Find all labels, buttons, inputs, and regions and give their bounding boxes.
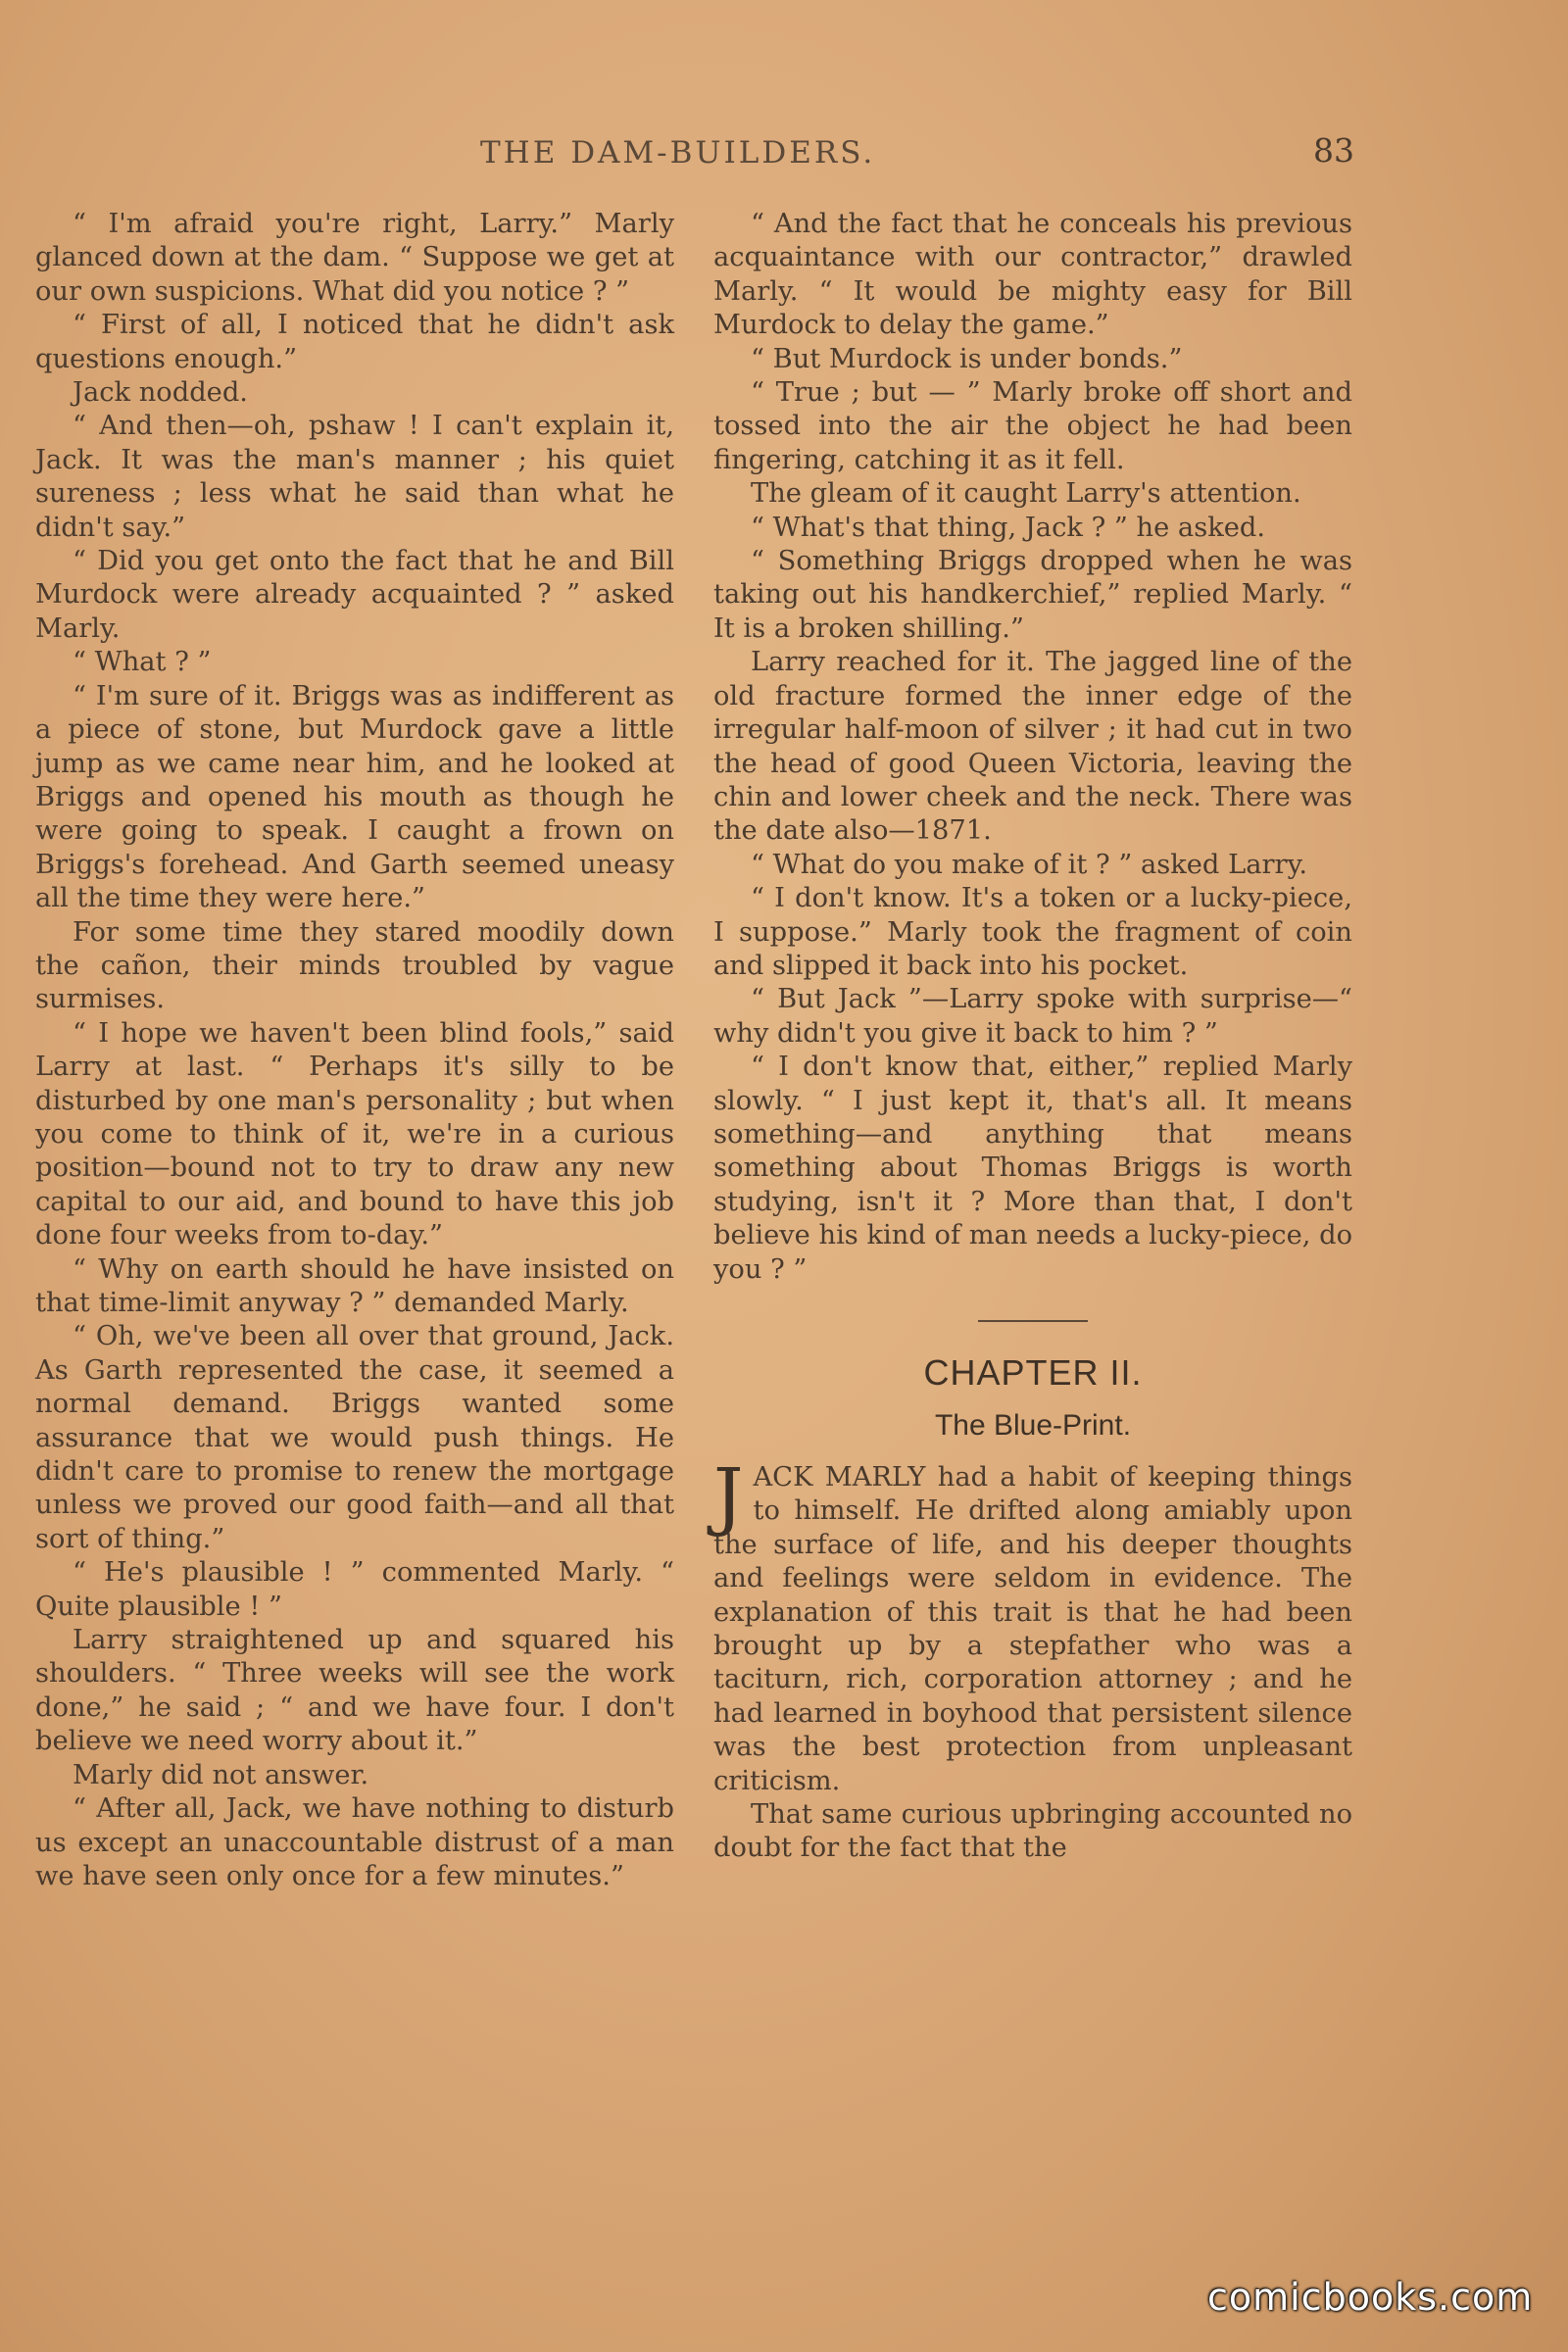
paragraph: “ Something Briggs dropped when he was taking out his handkerchief,” replied Marly. “ It is a broken shilling.” bbox=[713, 546, 1352, 644]
paragraph: “ What do you make of it ? ” asked Larry. bbox=[751, 849, 1308, 880]
paragraph: The gleam of it caught Larry's attention. bbox=[751, 478, 1301, 510]
section-divider bbox=[978, 1320, 1088, 1322]
chapter-title: The Blue-Print. bbox=[934, 1409, 1132, 1442]
paragraph: “ But Jack ”—Larry spoke with surprise—“ why didn't you give it back to him ? ” bbox=[713, 984, 1352, 1049]
paragraph: That same curious upbringing accounted no doubt for the fact that the bbox=[713, 1799, 1352, 1864]
chapter-number: CHAPTER II. bbox=[923, 1352, 1143, 1393]
left-column bbox=[35, 208, 674, 1893]
paragraph: “ Did you get onto the fact that he and Bill Murdock were already acquainted ? ” asked Marly. bbox=[35, 546, 674, 644]
paragraph: “ Oh, we've been all over that ground, Jack. As Garth represented the case, it seemed a normal demand. Briggs wanted some assurance that we would push things. He didn't care to promise to renew the mortgage unless we proved our good faith—and all that sort of thing.” bbox=[35, 1321, 674, 1554]
paragraph: “ Why on earth should he have insisted on that time-limit anyway ? ” demanded Marly. bbox=[35, 1253, 674, 1318]
chapter-opening-paragraph bbox=[713, 1451, 1352, 1798]
paragraph: Larry reached for it. The jagged line of the old fracture formed the inner edge of the irregular half-moon of silver ; it had cut in two the head of good Queen Victoria, leaving the chin and lower cheek and the neck. There was the date also—1871. bbox=[713, 647, 1352, 847]
running-title: THE DAM-BUILDERS. bbox=[480, 135, 876, 171]
paragraph: “ But Murdock is under bonds.” bbox=[751, 343, 1183, 374]
paragraph: “ He's plausible ! ” commented Marly. “ Quite plausible ! ” bbox=[35, 1557, 674, 1622]
paragraph: “ I'm sure of it. Briggs was as indifferent as a piece of stone, but Murdock gave a little jump as we came near him, and he looked at Briggs and opened his mouth as though he were going to speak. I caught a frown on Briggs's forehead. And Garth seemed uneasy all the time they were here.” bbox=[35, 680, 674, 914]
paragraph: “ What's that thing, Jack ? ” he asked. bbox=[751, 512, 1266, 543]
opening-text: ACK MARLY had a habit of keeping things to himself. He drifted along amiably upon the surface of life, and his deeper thoughts and feelings were seldom in evidence. The explanation of this trait is that he had been brought up by a stepfather who was a taciturn, rich, corporation attorney ; and he had learned in boyhood that persistent silence was the best protection from unpleasant criticism. bbox=[713, 1462, 1352, 1796]
paragraph: Jack nodded. bbox=[73, 377, 248, 409]
paragraph: “ I don't know. It's a token or a lucky-piece, I suppose.” Marly took the fragment of coin and slipped it back into his pocket. bbox=[713, 883, 1352, 981]
paragraph: Marly did not answer. bbox=[73, 1759, 369, 1790]
drop-cap: J bbox=[713, 1451, 744, 1539]
page-number: 83 bbox=[1313, 131, 1354, 170]
paragraph: “ And the fact that he conceals his previous acquaintance with our contractor,” drawled Marly. “ It would be mighty easy for Bill Murdock to delay the game.” bbox=[713, 209, 1352, 341]
paragraph: “ After all, Jack, we have nothing to disturb us except an unaccountable distrust of a man we have seen only once for a few minutes.” bbox=[35, 1793, 674, 1891]
paragraph: “ I hope we haven't been blind fools,” said Larry at last. “ Perhaps it's silly to be disturbed by one man's personality ; but when you come to think of it, we're in a curious position—bound not to try to draw any new capital to our aid, and bound to have this job done four weeks from to-day.” bbox=[35, 1017, 674, 1251]
paragraph: “ I don't know that, either,” replied Marly slowly. “ I just kept it, that's all. It means something—and anything that means something about Thomas Briggs is worth studying, isn't it ? More than that, I don't believe his kind of man needs a lucky-piece, do you ? ” bbox=[713, 1052, 1352, 1285]
paragraph: Larry straightened up and squared his shoulders. “ Three weeks will see the work done,” he said ; “ and we have four. I don't believe we need worry about it.” bbox=[35, 1625, 674, 1757]
paragraph: “ What ? ” bbox=[73, 647, 212, 678]
paragraph: “ First of all, I noticed that he didn't ask questions enough.” bbox=[35, 310, 674, 374]
paragraph: “ I'm afraid you're right, Larry.” Marly glanced down at the dam. “ Suppose we get at our own suspicions. What did you notice ? ” bbox=[35, 209, 674, 307]
watermark-logo: comicbooks.com bbox=[1207, 2276, 1534, 2319]
paragraph: “ True ; but — ” Marly broke off short and tossed into the air the object he had been fingering, catching it as it fell. bbox=[713, 377, 1352, 475]
right-column bbox=[713, 208, 1352, 1866]
paragraph: “ And then—oh, pshaw ! I can't explain it, Jack. It was the man's manner ; his quiet sureness ; less what he said than what he didn't say.” bbox=[35, 411, 674, 543]
paragraph: For some time they stared moodily down the cañon, their minds troubled by vague surmises. bbox=[35, 916, 674, 1015]
